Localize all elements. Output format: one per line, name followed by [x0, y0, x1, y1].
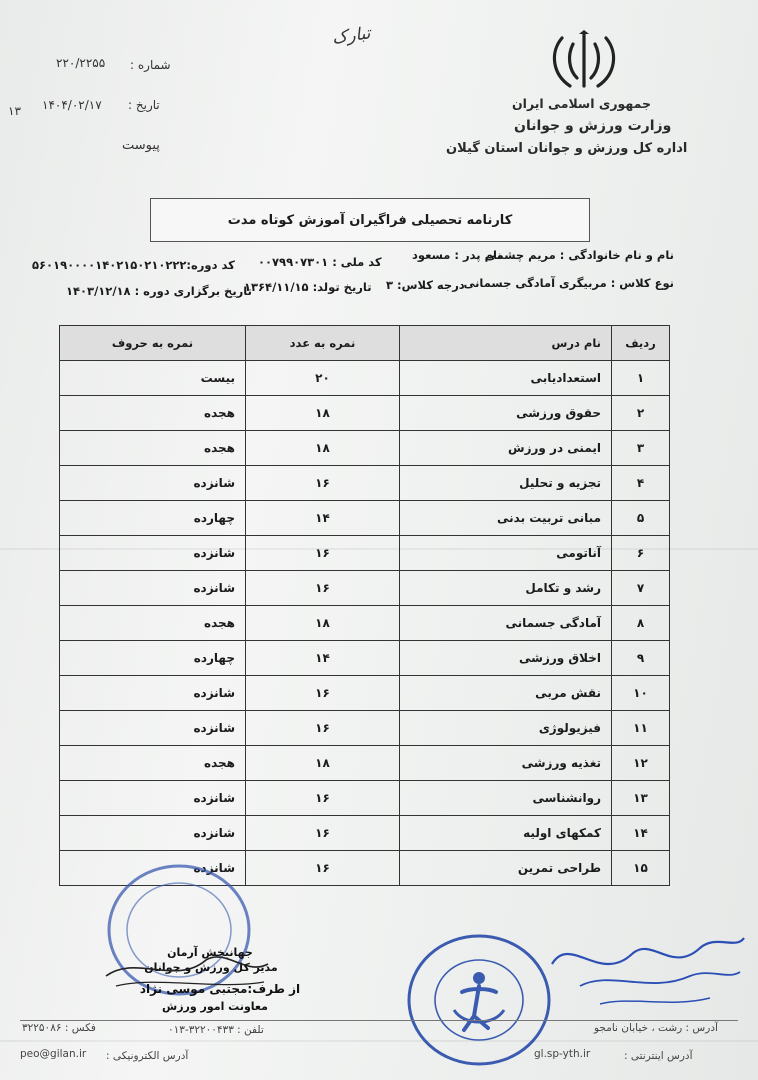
grade-number: ۱۴: [246, 641, 400, 676]
row-number: ۸: [612, 606, 670, 641]
handwritten-signature-icon: [96, 946, 276, 994]
table-row: [60, 641, 670, 676]
grade-number: ۱۶: [246, 536, 400, 571]
header-course-name: نام درس: [400, 326, 612, 361]
row-number: ۷: [612, 571, 670, 606]
birth-date: تاریخ تولد: ۱۳۶۴/۱۱/۱۵: [244, 280, 372, 294]
signer-on-behalf: از طرف:مجتبی موسی نژاد: [139, 982, 301, 996]
grade-number: ۱۶: [246, 571, 400, 606]
table-row: [60, 746, 670, 781]
footer-divider: [20, 1020, 738, 1021]
number-value: ۲۲۰/۲۲۵۵: [56, 56, 106, 70]
grade-words: هجده: [60, 431, 246, 466]
ministry-name: وزارت ورزش و جوانان: [514, 118, 672, 134]
grade-words: شانزده: [60, 711, 246, 746]
grade-number: ۱۸: [246, 746, 400, 781]
iran-emblem-icon: [546, 30, 622, 92]
grade-words: شانزده: [60, 536, 246, 571]
footer-address: آدرس : رشت ، خیابان نامجو: [594, 1022, 718, 1034]
grade-number: ۱۶: [246, 851, 400, 886]
row-number: ۳: [612, 431, 670, 466]
grade-words: شانزده: [60, 816, 246, 851]
grade-number: ۱۸: [246, 431, 400, 466]
father-name: نام پدر : مسعود: [412, 248, 502, 262]
blue-signature-icon: [540, 924, 750, 1014]
footer-email-value: peo@gilan.ir: [20, 1048, 87, 1060]
footer-website-value: gl.sp-yth.ir: [534, 1048, 591, 1060]
grade-number: ۱۶: [246, 711, 400, 746]
row-number: ۱۱: [612, 711, 670, 746]
table-row: [60, 431, 670, 466]
row-number: ۱۰: [612, 676, 670, 711]
course-name: استعدادیابی: [400, 361, 612, 396]
grade-words: بیست: [60, 361, 246, 396]
office-name: اداره کل ورزش و جوانان استان گیلان: [446, 141, 688, 156]
course-name: کمکهای اولیه: [400, 816, 612, 851]
grade-words: هجده: [60, 746, 246, 781]
grade-words: شانزده: [60, 676, 246, 711]
header-grade-number: نمره به عدد: [246, 326, 400, 361]
table-row: [60, 536, 670, 571]
date-extra: ۱۳: [8, 104, 21, 118]
grade-words: شانزده: [60, 466, 246, 501]
course-name: آناتومی: [400, 536, 612, 571]
grade-number: ۱۸: [246, 606, 400, 641]
footer-email-label: آدرس الکترونیکی :: [106, 1050, 189, 1062]
footer-phone: تلفن : ۳۲۲۰۰۴۳۳-۰۱۳: [168, 1024, 264, 1036]
signer-name: جهانبخش آرمان: [167, 946, 253, 959]
header-grade-words: نمره به حروف: [60, 326, 246, 361]
course-name: آمادگی جسمانی: [400, 606, 612, 641]
grade-number: ۱۶: [246, 676, 400, 711]
grades-table: [59, 325, 670, 886]
course-name: رشد و تکامل: [400, 571, 612, 606]
course-name: تجزیه و تحلیل: [400, 466, 612, 501]
grade-number: ۲۰: [246, 361, 400, 396]
table-header-row: [60, 326, 670, 361]
course-name: مبانی تربیت بدنی: [400, 501, 612, 536]
course-name: فیزیولوژی: [400, 711, 612, 746]
row-number: ۱۴: [612, 816, 670, 851]
grade-number: ۱۴: [246, 501, 400, 536]
course-name: نقش مربی: [400, 676, 612, 711]
footer-website-label: آدرس اینترنتی :: [624, 1050, 693, 1062]
grade-words: شانزده: [60, 851, 246, 886]
student-name: نام و نام خانوادگی : مریم چشمی: [484, 248, 674, 262]
national-code: کد ملی : ۰۰۷۹۹۰۷۳۰۱: [258, 255, 382, 269]
signer-role: مدیر کل ورزش و جوانان: [144, 961, 278, 974]
row-number: ۱۳: [612, 781, 670, 816]
table-row: [60, 781, 670, 816]
paper-fold: [0, 1040, 758, 1042]
header-row-number: ردیف: [612, 326, 670, 361]
table-row: [60, 361, 670, 396]
table-row: [60, 501, 670, 536]
table-row: [60, 466, 670, 501]
date-value: ۱۴۰۴/۰۲/۱۷: [42, 98, 102, 112]
footer-fax: فکس : ۳۲۲۵۰۸۶: [22, 1022, 96, 1034]
row-number: ۲: [612, 396, 670, 431]
course-name: حقوق ورزشی: [400, 396, 612, 431]
signer-deputy: معاونت امور ورزش: [162, 1000, 268, 1013]
course-name: ایمنی در ورزش: [400, 431, 612, 466]
row-number: ۵: [612, 501, 670, 536]
class-grade: درجه کلاس: ۳: [386, 278, 465, 292]
grade-words: چهارده: [60, 641, 246, 676]
course-code: کد دوره:۵۶۰۱۹۰۰۰۰۱۴۰۲۱۵۰۲۱۰۲۲۲: [32, 258, 235, 272]
course-name: تغذیه ورزشی: [400, 746, 612, 781]
grade-number: ۱۸: [246, 396, 400, 431]
grade-number: ۱۶: [246, 466, 400, 501]
course-name: طراحی تمرین: [400, 851, 612, 886]
grade-words: هجده: [60, 606, 246, 641]
grade-words: شانزده: [60, 571, 246, 606]
table-row: [60, 816, 670, 851]
course-name: روانشناسی: [400, 781, 612, 816]
document-title: کارنامه تحصیلی فراگیران آموزش کوتاه مدت: [150, 198, 590, 242]
attachment-label: پیوست: [122, 138, 160, 153]
table-row: [60, 396, 670, 431]
association-stamp-icon: [404, 930, 554, 1070]
date-label: تاریخ :: [128, 98, 160, 112]
number-label: شماره :: [130, 58, 171, 72]
row-number: ۱: [612, 361, 670, 396]
grade-words: هجده: [60, 396, 246, 431]
table-row: [60, 571, 670, 606]
row-number: ۴: [612, 466, 670, 501]
class-type: نوع کلاس : مربیگری آمادگی جسمانی: [463, 276, 674, 290]
row-number: ۶: [612, 536, 670, 571]
grade-number: ۱۶: [246, 781, 400, 816]
grade-number: ۱۶: [246, 816, 400, 851]
table-row: [60, 606, 670, 641]
table-row: [60, 676, 670, 711]
table-row: [60, 711, 670, 746]
tabarak-mark: تبارک: [330, 23, 372, 49]
row-number: ۱۲: [612, 746, 670, 781]
country-name: جمهوری اسلامی ایران: [512, 96, 651, 111]
grade-words: چهارده: [60, 501, 246, 536]
grade-words: شانزده: [60, 781, 246, 816]
course-held-date: تاریخ برگزاری دوره : ۱۴۰۳/۱۲/۱۸: [66, 284, 252, 298]
course-name: اخلاق ورزشی: [400, 641, 612, 676]
row-number: ۱۵: [612, 851, 670, 886]
row-number: ۹: [612, 641, 670, 676]
